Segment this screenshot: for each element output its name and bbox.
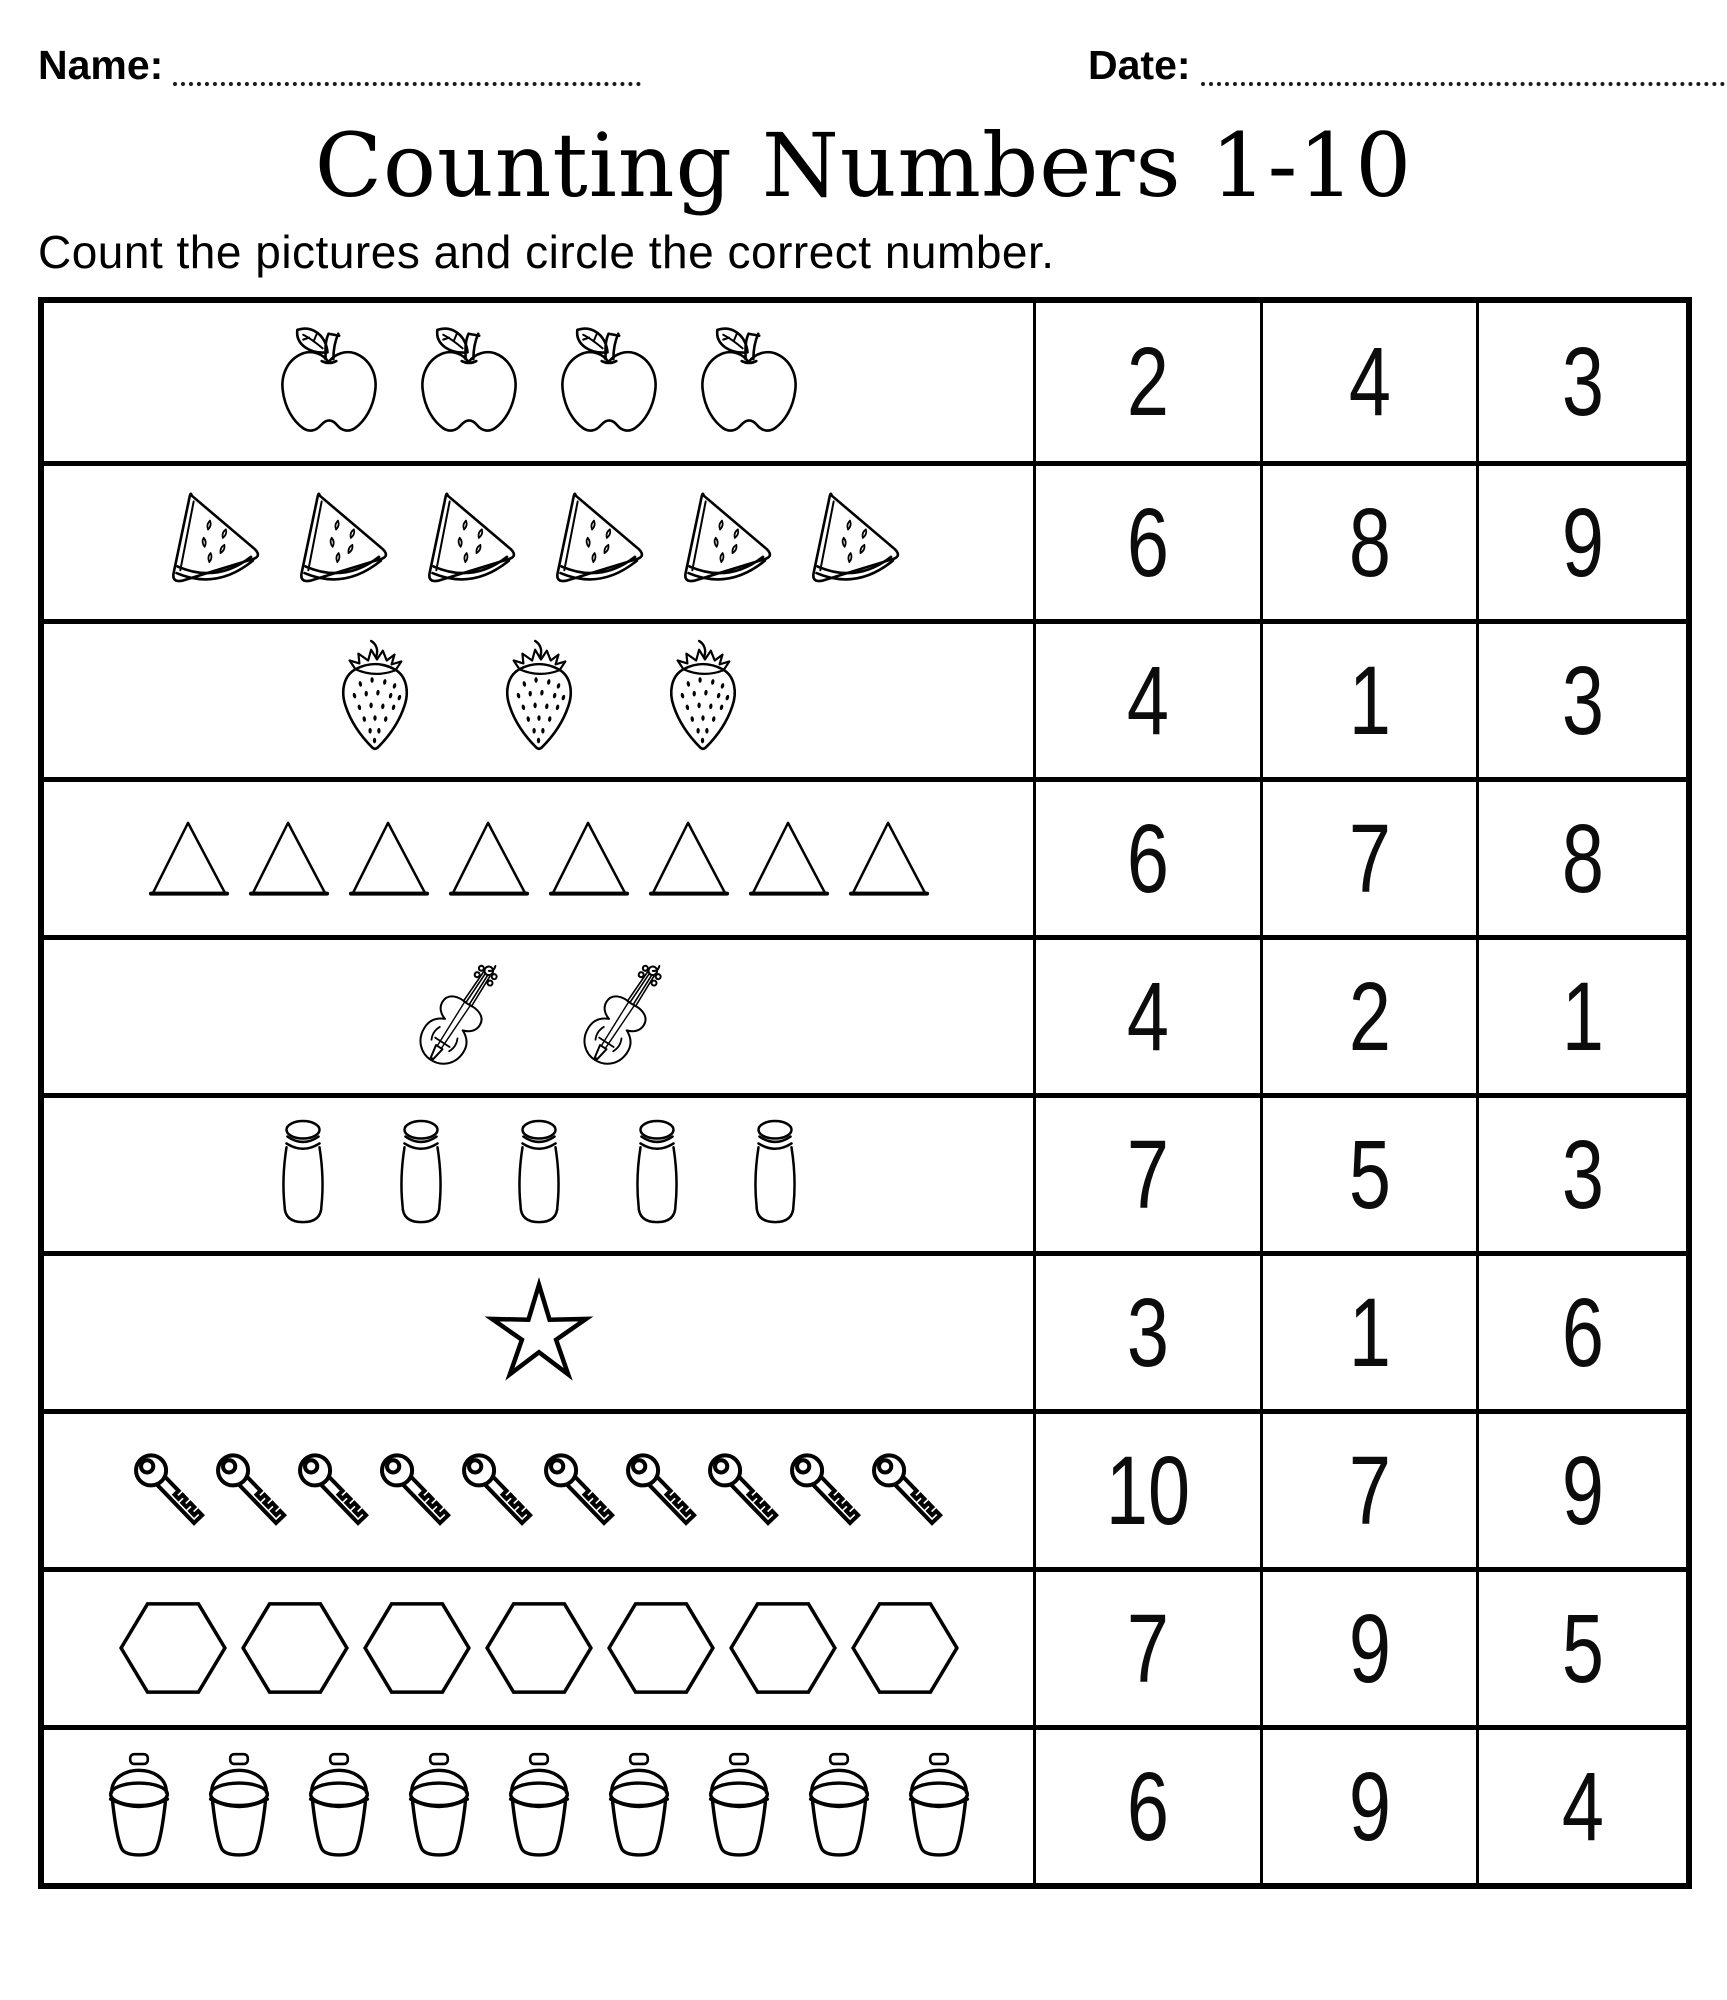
watermelon-icon — [158, 489, 280, 596]
worksheet-row-5 — [44, 935, 1686, 1093]
row-8-choice-9[interactable] — [1476, 1414, 1686, 1567]
row-4-choice-6[interactable] — [1033, 782, 1260, 935]
hexagon-icon — [604, 1600, 718, 1696]
bucket-icon — [595, 1751, 683, 1861]
jar-icon — [505, 1118, 573, 1230]
hexagon-icon — [116, 1600, 230, 1696]
strawberry-pictures-cell — [44, 624, 1033, 777]
star-pictures-cell — [44, 1256, 1033, 1409]
triangle-icon — [744, 818, 834, 898]
key-icon — [867, 1443, 949, 1537]
row-2-choice-9[interactable] — [1476, 466, 1686, 619]
name-label: Name: — [38, 42, 164, 88]
hexagon-icon — [726, 1600, 840, 1696]
choice-number: 3 — [1126, 1277, 1170, 1387]
choice-number: 9 — [1561, 1435, 1604, 1545]
violin-icon — [572, 949, 670, 1083]
row-1-choice-2[interactable] — [1033, 303, 1260, 461]
apple-pictures-cell — [44, 303, 1033, 461]
jar-icon — [387, 1118, 455, 1230]
date-label: Date: — [1088, 42, 1191, 88]
watermelon-icon — [414, 489, 536, 596]
hexagon-icon — [238, 1600, 352, 1696]
worksheet-row-1 — [44, 303, 1686, 461]
violin-pictures-cell — [44, 940, 1033, 1093]
row-8-choice-7[interactable] — [1260, 1414, 1476, 1567]
choice-number: 4 — [1561, 1751, 1604, 1861]
bucket-icon — [895, 1751, 983, 1861]
bucket-icon — [195, 1751, 283, 1861]
choice-number: 7 — [1348, 803, 1391, 913]
hexagon-icon — [360, 1600, 474, 1696]
date-input-line[interactable] — [1201, 42, 1727, 86]
row-3-choice-4[interactable] — [1033, 624, 1260, 777]
hexagon-pictures-cell — [44, 1572, 1033, 1725]
apple-icon — [693, 323, 805, 440]
choice-number: 1 — [1561, 961, 1604, 1071]
page-title: Counting Numbers 1-10 — [314, 114, 1413, 217]
apple-icon — [553, 323, 665, 440]
triangle-icon — [144, 818, 234, 898]
jar-icon — [623, 1118, 691, 1230]
bucket-pictures-cell — [44, 1730, 1033, 1883]
worksheet-row-8 — [44, 1409, 1686, 1567]
name-input-line[interactable] — [173, 42, 641, 86]
bucket-icon — [395, 1751, 483, 1861]
choice-number: 9 — [1348, 1593, 1391, 1703]
jar-icon — [741, 1118, 809, 1230]
worksheet-row-10 — [44, 1725, 1686, 1883]
triangle-pictures-cell — [44, 782, 1033, 935]
counting-table — [38, 297, 1692, 1889]
bucket-icon — [295, 1751, 383, 1861]
instruction-text: Count the pictures and circle the correct number. — [38, 225, 1055, 278]
choice-number: 9 — [1348, 1751, 1391, 1861]
choice-number: 1 — [1348, 1277, 1391, 1387]
triangle-icon — [344, 818, 434, 898]
choice-number: 7 — [1126, 1119, 1170, 1229]
triangle-icon — [444, 818, 534, 898]
choice-number: 3 — [1561, 1119, 1604, 1229]
choice-number: 7 — [1348, 1435, 1391, 1545]
row-7-choice-3[interactable] — [1033, 1256, 1260, 1409]
row-2-choice-6[interactable] — [1033, 466, 1260, 619]
choice-number: 5 — [1348, 1119, 1391, 1229]
choice-number: 10 — [1105, 1435, 1191, 1545]
worksheet-row-6 — [44, 1093, 1686, 1251]
row-4-choice-7[interactable] — [1260, 782, 1476, 935]
row-7-choice-6[interactable] — [1476, 1256, 1686, 1409]
choice-number: 4 — [1348, 327, 1391, 437]
hexagon-icon — [482, 1600, 596, 1696]
watermelon-pictures-cell — [44, 466, 1033, 619]
bucket-icon — [795, 1751, 883, 1861]
violin-icon — [408, 949, 506, 1083]
worksheet-row-4 — [44, 777, 1686, 935]
choice-number: 2 — [1348, 961, 1391, 1071]
choice-number: 7 — [1126, 1593, 1170, 1703]
triangle-icon — [544, 818, 634, 898]
row-5-choice-1[interactable] — [1476, 940, 1686, 1093]
apple-icon — [413, 323, 525, 440]
strawberry-icon — [495, 639, 583, 761]
watermelon-icon — [670, 489, 792, 596]
choice-number: 6 — [1561, 1277, 1604, 1387]
choice-number: 4 — [1126, 961, 1170, 1071]
row-5-choice-4[interactable] — [1033, 940, 1260, 1093]
worksheet-row-2 — [44, 461, 1686, 619]
row-10-choice-4[interactable] — [1476, 1730, 1686, 1883]
date-field — [1088, 42, 1727, 86]
hexagon-icon — [848, 1600, 962, 1696]
choice-number: 2 — [1126, 327, 1170, 437]
row-3-choice-3[interactable] — [1476, 624, 1686, 777]
choice-number: 6 — [1126, 1751, 1170, 1861]
choice-number: 8 — [1348, 487, 1391, 597]
choice-number: 3 — [1561, 645, 1604, 755]
triangle-icon — [244, 818, 334, 898]
row-6-choice-7[interactable] — [1033, 1098, 1260, 1251]
choice-number: 5 — [1561, 1593, 1604, 1703]
row-5-choice-2[interactable] — [1260, 940, 1476, 1093]
watermelon-icon — [542, 489, 664, 596]
triangle-icon — [644, 818, 734, 898]
row-6-choice-3[interactable] — [1476, 1098, 1686, 1251]
strawberry-icon — [331, 639, 419, 761]
choice-number: 3 — [1561, 327, 1604, 437]
row-2-choice-8[interactable] — [1260, 466, 1476, 619]
row-7-choice-1[interactable] — [1260, 1256, 1476, 1409]
strawberry-icon — [659, 639, 747, 761]
row-4-choice-8[interactable] — [1476, 782, 1686, 935]
watermelon-icon — [798, 489, 920, 596]
row-10-choice-6[interactable] — [1033, 1730, 1260, 1883]
bucket-icon — [495, 1751, 583, 1861]
choice-number: 8 — [1561, 803, 1604, 913]
watermelon-icon — [286, 489, 408, 596]
bucket-icon — [695, 1751, 783, 1861]
key-pictures-cell — [44, 1414, 1033, 1567]
worksheet-header — [0, 0, 1727, 112]
jar-pictures-cell — [44, 1098, 1033, 1251]
row-1-choice-3[interactable] — [1476, 303, 1686, 461]
triangle-icon — [844, 818, 934, 898]
row-9-choice-5[interactable] — [1476, 1572, 1686, 1725]
row-1-choice-4[interactable] — [1260, 303, 1476, 461]
worksheet-row-3 — [44, 619, 1686, 777]
choice-number: 4 — [1126, 645, 1170, 755]
name-field — [38, 42, 641, 86]
worksheet-row-9 — [44, 1567, 1686, 1725]
row-3-choice-1[interactable] — [1260, 624, 1476, 777]
row-8-choice-10[interactable] — [1033, 1414, 1260, 1567]
row-9-choice-7[interactable] — [1033, 1572, 1260, 1725]
choice-number: 1 — [1348, 645, 1391, 755]
worksheet-row-7 — [44, 1251, 1686, 1409]
choice-number: 6 — [1126, 803, 1170, 913]
bucket-icon — [95, 1751, 183, 1861]
row-10-choice-9[interactable] — [1260, 1730, 1476, 1883]
row-9-choice-9[interactable] — [1260, 1572, 1476, 1725]
choice-number: 9 — [1561, 487, 1604, 597]
jar-icon — [269, 1118, 337, 1230]
star-icon — [482, 1278, 596, 1386]
choice-number: 6 — [1126, 487, 1170, 597]
row-6-choice-5[interactable] — [1260, 1098, 1476, 1251]
apple-icon — [273, 323, 385, 440]
